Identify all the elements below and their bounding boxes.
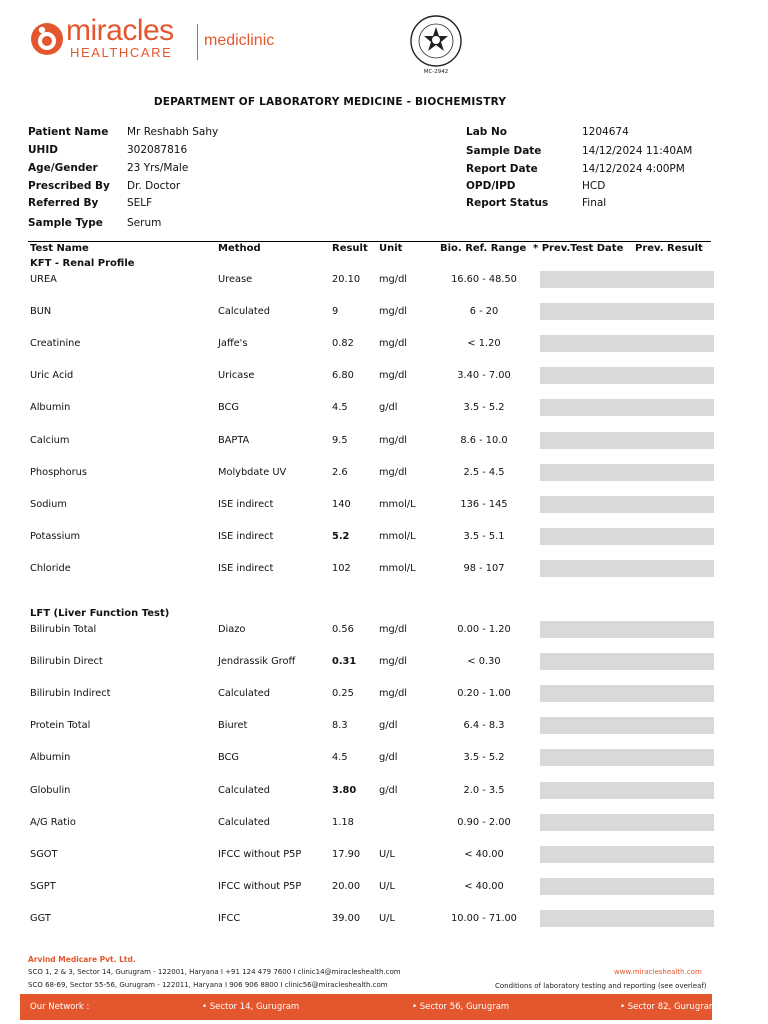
row-unit: mg/dl xyxy=(379,338,408,350)
row-test-name: Sodium xyxy=(30,498,67,510)
row-result: 0.82 xyxy=(332,338,354,350)
row-test-name: SGOT xyxy=(30,848,58,860)
footer-conditions: Conditions of laboratory testing and reporting (see overleaf) xyxy=(495,982,707,990)
row-ref-range: 2.0 - 3.5 xyxy=(463,784,505,796)
age-gender-label: Age/Gender xyxy=(28,162,98,174)
row-ref-range: 6.4 - 8.3 xyxy=(463,720,505,732)
row-result: 39.00 xyxy=(332,912,361,924)
row-test-name: Bilirubin Direct xyxy=(30,656,103,668)
sample-date-label: Sample Date xyxy=(466,145,542,157)
brand-subtitle: HEALTHCARE xyxy=(70,45,173,60)
referred-by-label: Referred By xyxy=(28,197,99,209)
row-unit: mmol/L xyxy=(379,530,416,542)
col-test-name: Test Name xyxy=(30,243,89,254)
row-unit: g/dl xyxy=(379,784,398,796)
report-status-label: Report Status xyxy=(466,197,549,209)
row-unit: mg/dl xyxy=(379,688,408,700)
row-test-name: Globulin xyxy=(30,784,71,796)
row-ref-range: 3.5 - 5.2 xyxy=(463,402,505,414)
prev-result-bar xyxy=(540,878,714,895)
row-ref-range: 16.60 - 48.50 xyxy=(451,274,517,285)
row-ref-range: < 1.20 xyxy=(467,338,501,350)
row-test-name: SGPT xyxy=(30,880,56,892)
row-unit: mg/dl xyxy=(379,370,408,382)
prev-result-bar xyxy=(540,846,714,863)
patient-name-value: Mr Reshabh Sahy xyxy=(127,126,219,138)
prev-result-bar xyxy=(540,464,714,481)
row-result: 9.5 xyxy=(332,434,348,446)
row-ref-range: 2.5 - 4.5 xyxy=(463,466,505,478)
row-method: IFCC without P5P xyxy=(218,880,302,892)
row-test-name: UREA xyxy=(30,274,57,285)
row-result: 140 xyxy=(332,498,351,510)
row-test-name: BUN xyxy=(30,306,52,318)
row-method: Calculated xyxy=(218,816,270,828)
seal-code: MC-2942 xyxy=(423,69,449,75)
table-top-rule xyxy=(28,241,711,242)
row-unit: g/dl xyxy=(379,720,398,732)
row-ref-range: 8.6 - 10.0 xyxy=(460,434,508,446)
row-result: 2.6 xyxy=(332,466,348,478)
row-result: 6.80 xyxy=(332,370,354,382)
row-ref-range: < 40.00 xyxy=(464,848,504,860)
row-ref-range: < 40.00 xyxy=(464,880,504,892)
row-ref-range: 136 - 145 xyxy=(460,498,508,510)
prev-result-bar xyxy=(540,528,714,545)
row-test-name: Creatinine xyxy=(30,338,81,350)
prev-result-bar xyxy=(540,496,714,513)
row-test-name: GGT xyxy=(30,912,51,924)
brand-name: miracles xyxy=(66,14,174,47)
row-ref-range: 0.20 - 1.00 xyxy=(457,688,511,700)
row-ref-range: 98 - 107 xyxy=(463,562,505,574)
row-method: Jendrassik Groff xyxy=(218,656,296,668)
row-method: Calculated xyxy=(218,306,270,318)
report-status-value: Final xyxy=(582,197,607,209)
sample-date-value: 14/12/2024 11:40AM xyxy=(582,145,693,157)
row-result: 0.25 xyxy=(332,688,354,700)
row-ref-range: 0.00 - 1.20 xyxy=(457,624,511,635)
prescribed-by-label: Prescribed By xyxy=(28,180,110,192)
prev-result-bar xyxy=(540,621,714,638)
row-test-name: Albumin xyxy=(30,752,71,764)
row-method: BAPTA xyxy=(218,434,250,446)
miracles-logo-icon xyxy=(30,22,64,56)
row-method: Calculated xyxy=(218,688,270,700)
prev-result-bar xyxy=(540,717,714,734)
row-method: BCG xyxy=(218,402,239,414)
row-ref-range: 6 - 20 xyxy=(469,306,499,318)
row-result: 20.00 xyxy=(332,880,361,892)
footer-network-sector-82: • Sector 82, Gurugram xyxy=(620,1002,718,1012)
row-test-name: A/G Ratio xyxy=(30,816,76,828)
row-method: IFCC xyxy=(218,912,241,924)
prev-result-bar xyxy=(540,367,714,384)
footer-address-2: SCO 68-69, Sector 55-56, Gurugram - 122011, Haryana I 906 906 8800 I clinic56@miracleshealth.com xyxy=(28,981,388,989)
row-method: Diazo xyxy=(218,624,246,635)
prev-result-bar xyxy=(540,335,714,352)
row-test-name: Potassium xyxy=(30,530,81,542)
row-result: 4.5 xyxy=(332,402,348,414)
row-test-name: Albumin xyxy=(30,402,71,414)
row-unit: U/L xyxy=(379,848,395,860)
row-test-name: Chloride xyxy=(30,562,71,574)
row-result: 5.2 xyxy=(332,530,350,542)
row-result: 0.56 xyxy=(332,624,354,635)
row-result: 4.5 xyxy=(332,752,348,764)
row-unit: mmol/L xyxy=(379,562,416,574)
footer-company: Arvind Medicare Pvt. Ltd. xyxy=(28,955,136,964)
row-method: ISE indirect xyxy=(218,498,274,510)
row-method: ISE indirect xyxy=(218,562,274,574)
row-ref-range: 3.40 - 7.00 xyxy=(457,370,511,382)
footer-network-band xyxy=(20,994,712,1020)
prev-result-bar xyxy=(540,399,714,416)
row-method: Calculated xyxy=(218,784,270,796)
col-method: Method xyxy=(218,243,261,254)
row-unit: mg/dl xyxy=(379,624,408,635)
prev-result-bar xyxy=(540,271,714,288)
row-unit: g/dl xyxy=(379,402,398,414)
report-date-value: 14/12/2024 4:00PM xyxy=(582,163,685,175)
row-test-name: Bilirubin Indirect xyxy=(30,688,111,700)
lab-no-label: Lab No xyxy=(466,126,507,138)
prev-result-bar xyxy=(540,653,714,670)
row-result: 8.3 xyxy=(332,720,348,732)
row-result: 3.80 xyxy=(332,784,357,796)
prev-result-bar xyxy=(540,814,714,831)
row-unit: U/L xyxy=(379,912,395,924)
row-ref-range: 3.5 - 5.1 xyxy=(463,530,505,542)
col-prev-date: * Prev.Test Date xyxy=(533,243,624,254)
row-result: 102 xyxy=(332,562,351,574)
opd-ipd-value: HCD xyxy=(582,180,606,192)
row-method: Urease xyxy=(218,274,253,285)
accreditation-seal-icon xyxy=(406,12,466,72)
prescribed-by-value: Dr. Doctor xyxy=(127,180,181,192)
row-unit: mg/dl xyxy=(379,434,408,446)
row-unit: mg/dl xyxy=(379,306,408,318)
patient-name-label: Patient Name xyxy=(28,126,109,138)
row-test-name: Bilirubin Total xyxy=(30,624,97,635)
row-method: Uricase xyxy=(218,370,255,382)
footer-network-label: Our Network : xyxy=(30,1002,90,1012)
row-ref-range: < 0.30 xyxy=(467,656,501,668)
opd-ipd-label: OPD/IPD xyxy=(466,180,516,192)
section-kft-title: KFT - Renal Profile xyxy=(30,258,135,269)
row-unit: mg/dl xyxy=(379,466,408,478)
row-ref-range: 3.5 - 5.2 xyxy=(463,752,505,764)
brand-divider xyxy=(197,24,198,60)
row-unit: mg/dl xyxy=(379,274,408,285)
lab-no-value: 1204674 xyxy=(582,126,629,138)
prev-result-bar xyxy=(540,910,714,927)
row-test-name: Phosphorus xyxy=(30,466,87,478)
row-method: Biuret xyxy=(218,720,248,732)
footer-website-link[interactable]: www.miracleshealth.com xyxy=(614,968,702,976)
prev-result-bar xyxy=(540,782,714,799)
row-ref-range: 10.00 - 71.00 xyxy=(451,912,517,924)
report-date-label: Report Date xyxy=(466,163,538,175)
col-prev-result: Prev. Result xyxy=(635,243,703,254)
row-method: IFCC without P5P xyxy=(218,848,302,860)
row-method: Molybdate UV xyxy=(218,466,287,478)
row-unit: mmol/L xyxy=(379,498,416,510)
prev-result-bar xyxy=(540,303,714,320)
sample-type-value: Serum xyxy=(127,217,162,229)
row-unit: U/L xyxy=(379,880,395,892)
col-ref-range: Bio. Ref. Range xyxy=(440,243,527,254)
footer-network-sector-14: • Sector 14, Gurugram xyxy=(202,1002,300,1012)
row-method: Jaffe's xyxy=(218,338,248,350)
row-result: 1.18 xyxy=(332,816,354,828)
section-lft-title: LFT (Liver Function Test) xyxy=(30,608,170,619)
row-result: 0.31 xyxy=(332,656,357,668)
prev-result-bar xyxy=(540,685,714,702)
department-title: DEPARTMENT OF LABORATORY MEDICINE - BIOCHEMISTRY xyxy=(153,96,507,108)
brand-clinic: mediclinic xyxy=(204,32,275,49)
row-test-name: Calcium xyxy=(30,434,70,446)
row-result: 9 xyxy=(332,306,339,318)
row-unit: mg/dl xyxy=(379,656,408,668)
footer-network-sector-56: • Sector 56, Gurugram xyxy=(412,1002,510,1012)
row-ref-range: 0.90 - 2.00 xyxy=(457,816,511,828)
sample-type-label: Sample Type xyxy=(28,217,103,229)
age-gender-value: 23 Yrs/Male xyxy=(127,162,189,174)
row-result: 17.90 xyxy=(332,848,361,860)
row-method: ISE indirect xyxy=(218,530,274,542)
prev-result-bar xyxy=(540,749,714,766)
col-unit: Unit xyxy=(379,243,403,254)
row-unit: g/dl xyxy=(379,752,398,764)
prev-result-bar xyxy=(540,560,714,577)
referred-by-value: SELF xyxy=(127,197,153,209)
row-method: BCG xyxy=(218,752,239,764)
footer-address-1: SCO 1, 2 & 3, Sector 14, Gurugram - 122001, Haryana I +91 124 479 7600 I clinic14@miracleshealth.com xyxy=(28,968,401,976)
uhid-label: UHID xyxy=(28,144,58,156)
col-result: Result xyxy=(332,243,368,254)
prev-result-bar xyxy=(540,432,714,449)
row-test-name: Uric Acid xyxy=(30,370,74,382)
uhid-value: 302087816 xyxy=(127,144,188,156)
row-result: 20.10 xyxy=(332,274,361,285)
row-test-name: Protein Total xyxy=(30,720,91,732)
